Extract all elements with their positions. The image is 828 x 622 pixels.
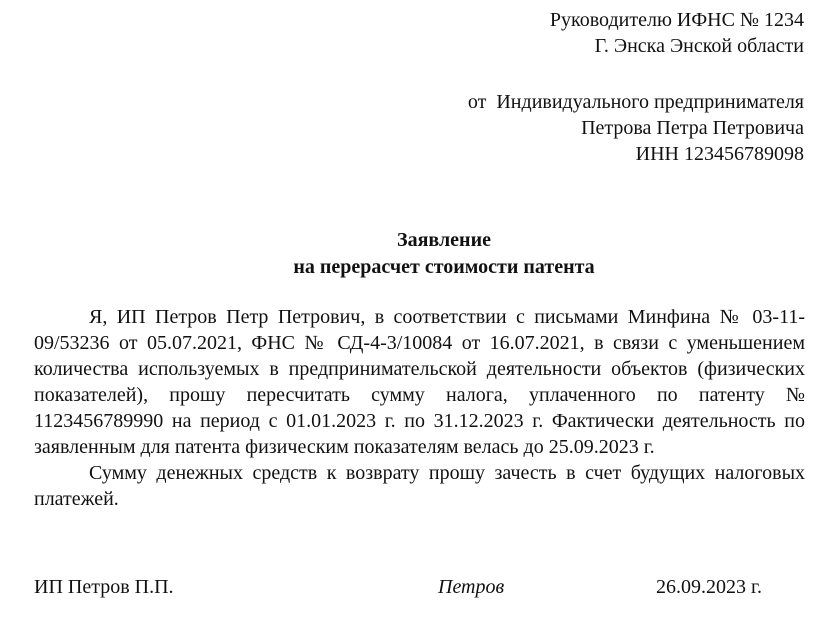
addressee-line-2: Г. Энска Энской области [594, 35, 804, 57]
signer-name: ИП Петров П.П. [34, 576, 174, 598]
sender-line-2: Петрова Петра Петровича [581, 117, 804, 139]
document-body [34, 304, 805, 512]
signature-date: 26.09.2023 г. [656, 576, 762, 598]
sender-block [468, 89, 804, 167]
sender-line-3: ИНН 123456789098 [635, 143, 804, 165]
body-paragraph-1: Я, ИП Петров Петр Петрович, в соответствии с письмами Минфина № 03-11-09/53236 от 05.07.2021, ФНС № СД-4-3/10084 от 16.07.2021, в связи с уменьшением количества используемых в предпринимательской деятельности объектов (физических показателей), прошу пересчитать сумму налога, уплаченного по патенту № 1123456789990 на период с 01.01.2023 г. по 31.12.2023 г. Фактически деятельность по заявленным для патента физическим показателям велась до 25.09.2023 г. [34, 306, 805, 458]
addressee-block [550, 7, 804, 59]
body-paragraph-2: Сумму денежных средств к возврату прошу зачесть в счет будущих налоговых платежей. [34, 462, 805, 510]
document-subtitle: на перерасчет стоимости патента [293, 256, 595, 278]
document-title: Заявление [397, 229, 491, 251]
sender-line-1: от Индивидуального предпринимателя [467, 91, 804, 113]
signature: Петров [438, 576, 505, 598]
addressee-line-1: Руководителю ИФНС № 1234 [549, 9, 804, 31]
